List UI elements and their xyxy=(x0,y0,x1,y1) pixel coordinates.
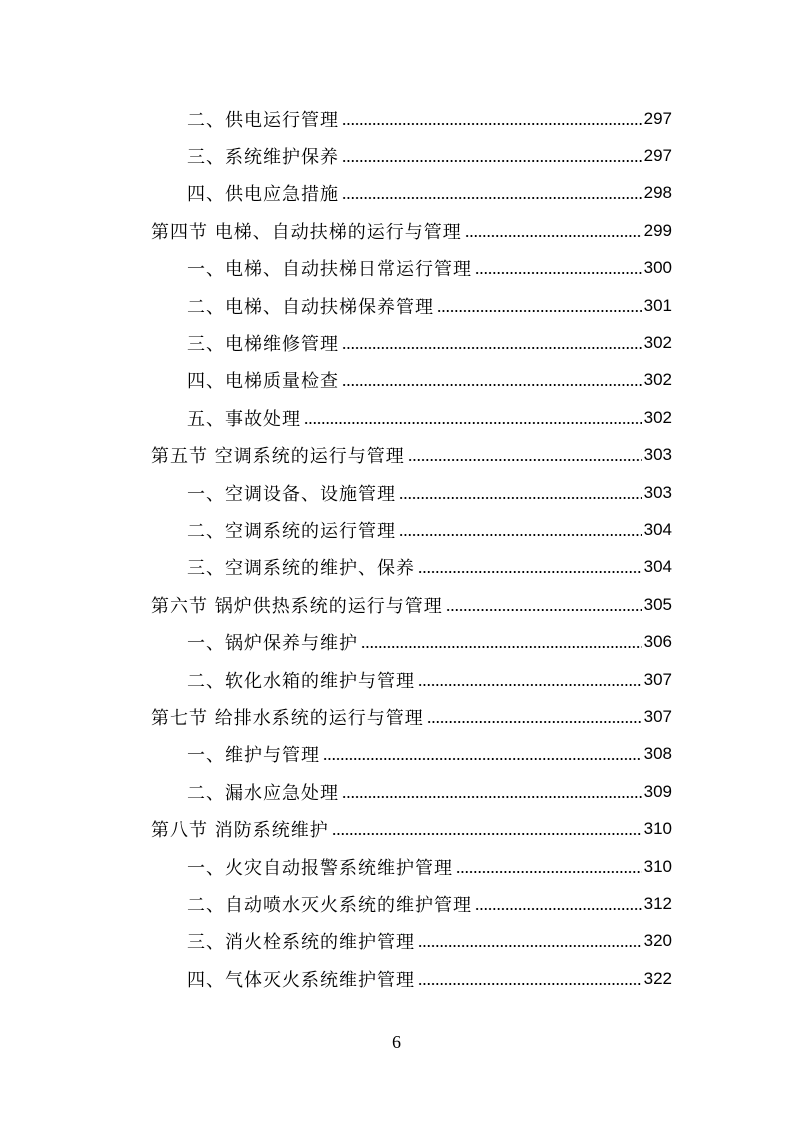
toc-subsection-entry[interactable] xyxy=(0,623,793,660)
table-of-contents xyxy=(0,100,793,997)
toc-entry-title: 四、电梯质量检查 xyxy=(187,371,339,393)
toc-entry-page-number: 301 xyxy=(643,295,672,315)
toc-dot-leader xyxy=(342,160,642,162)
toc-dot-leader xyxy=(342,384,642,386)
toc-entry-title: 二、漏水应急处理 xyxy=(187,782,339,804)
toc-entry-page-number: 302 xyxy=(643,407,672,427)
toc-subsection-entry[interactable] xyxy=(0,250,793,287)
toc-entry-title: 三、电梯维修管理 xyxy=(187,334,339,356)
toc-section-entry[interactable] xyxy=(0,437,793,474)
toc-entry-page-number: 309 xyxy=(643,781,672,801)
toc-entry-title: 第八节 消防系统维护 xyxy=(151,820,329,842)
toc-entry-title: 一、空调设备、设施管理 xyxy=(187,483,396,505)
toc-entry-page-number: 298 xyxy=(643,183,672,203)
toc-dot-leader xyxy=(427,721,642,723)
toc-subsection-entry[interactable] xyxy=(0,923,793,960)
toc-entry-page-number: 307 xyxy=(643,706,672,726)
toc-section-entry[interactable] xyxy=(0,810,793,847)
toc-section-entry[interactable] xyxy=(0,212,793,249)
toc-subsection-entry[interactable] xyxy=(0,885,793,922)
toc-entry-title: 三、系统维护保养 xyxy=(187,147,339,169)
toc-dot-leader xyxy=(437,310,642,312)
toc-entry-title: 第六节 锅炉供热系统的运行与管理 xyxy=(151,595,443,617)
toc-entry-page-number: 303 xyxy=(643,445,672,465)
toc-entry-title: 三、空调系统的维护、保养 xyxy=(187,558,415,580)
toc-dot-leader xyxy=(332,833,642,835)
toc-subsection-entry[interactable] xyxy=(0,661,793,698)
toc-entry-title: 五、事故处理 xyxy=(187,408,301,430)
toc-entry-title: 第四节 电梯、自动扶梯的运行与管理 xyxy=(151,221,462,243)
toc-entry-title: 第七节 给排水系统的运行与管理 xyxy=(151,707,424,729)
toc-entry-page-number: 307 xyxy=(643,669,672,689)
toc-entry-page-number: 302 xyxy=(643,370,672,390)
toc-dot-leader xyxy=(399,534,642,536)
toc-entry-title: 一、电梯、自动扶梯日常运行管理 xyxy=(187,259,472,281)
toc-entry-title: 四、供电应急措施 xyxy=(187,184,339,206)
toc-dot-leader xyxy=(323,758,642,760)
toc-subsection-entry[interactable] xyxy=(0,773,793,810)
toc-subsection-entry[interactable] xyxy=(0,474,793,511)
toc-dot-leader xyxy=(418,571,642,573)
toc-dot-leader xyxy=(465,235,642,237)
toc-entry-title: 二、空调系统的运行管理 xyxy=(187,520,396,542)
toc-subsection-entry[interactable] xyxy=(0,549,793,586)
toc-dot-leader xyxy=(475,272,642,274)
toc-entry-page-number: 304 xyxy=(643,557,672,577)
toc-subsection-entry[interactable] xyxy=(0,100,793,137)
toc-entry-page-number: 320 xyxy=(643,931,672,951)
toc-dot-leader xyxy=(342,347,642,349)
toc-entry-page-number: 322 xyxy=(643,968,672,988)
toc-dot-leader xyxy=(361,646,642,648)
toc-subsection-entry[interactable] xyxy=(0,511,793,548)
toc-subsection-entry[interactable] xyxy=(0,175,793,212)
toc-entry-title: 三、消火栓系统的维护管理 xyxy=(187,932,415,954)
toc-subsection-entry[interactable] xyxy=(0,287,793,324)
toc-dot-leader xyxy=(399,497,642,499)
toc-dot-leader xyxy=(418,945,642,947)
toc-subsection-entry[interactable] xyxy=(0,848,793,885)
toc-dot-leader xyxy=(418,983,642,985)
toc-entry-page-number: 302 xyxy=(643,333,672,353)
toc-subsection-entry[interactable] xyxy=(0,362,793,399)
toc-subsection-entry[interactable] xyxy=(0,324,793,361)
toc-section-entry[interactable] xyxy=(0,586,793,623)
toc-subsection-entry[interactable] xyxy=(0,736,793,773)
toc-dot-leader xyxy=(446,609,642,611)
toc-entry-title: 二、软化水箱的维护与管理 xyxy=(187,670,415,692)
toc-entry-page-number: 300 xyxy=(643,258,672,278)
toc-dot-leader xyxy=(456,871,642,873)
toc-entry-page-number: 299 xyxy=(643,220,672,240)
toc-entry-page-number: 306 xyxy=(643,632,672,652)
toc-entry-page-number: 310 xyxy=(643,856,672,876)
toc-subsection-entry[interactable] xyxy=(0,960,793,997)
toc-entry-title: 二、电梯、自动扶梯保养管理 xyxy=(187,296,434,318)
toc-entry-page-number: 304 xyxy=(643,519,672,539)
toc-dot-leader xyxy=(418,684,642,686)
toc-subsection-entry[interactable] xyxy=(0,399,793,436)
toc-dot-leader xyxy=(342,123,642,125)
toc-entry-title: 二、自动喷水灭火系统的维护管理 xyxy=(187,894,472,916)
toc-entry-title: 第五节 空调系统的运行与管理 xyxy=(151,446,405,468)
toc-section-entry[interactable] xyxy=(0,698,793,735)
page-number: 6 xyxy=(392,1032,401,1052)
toc-entry-title: 四、气体灭火系统维护管理 xyxy=(187,969,415,991)
toc-entry-title: 一、火灾自动报警系统维护管理 xyxy=(187,857,453,879)
toc-dot-leader xyxy=(475,908,642,910)
toc-dot-leader xyxy=(408,459,642,461)
toc-entry-page-number: 297 xyxy=(643,146,672,166)
toc-entry-title: 一、维护与管理 xyxy=(187,745,320,767)
toc-entry-page-number: 303 xyxy=(643,482,672,502)
toc-entry-page-number: 308 xyxy=(643,744,672,764)
toc-dot-leader xyxy=(342,197,642,199)
toc-entry-page-number: 312 xyxy=(643,893,672,913)
toc-entry-page-number: 305 xyxy=(643,594,672,614)
toc-subsection-entry[interactable] xyxy=(0,137,793,174)
toc-entry-title: 一、锅炉保养与维护 xyxy=(187,633,358,655)
toc-entry-title: 二、供电运行管理 xyxy=(187,109,339,131)
toc-entry-page-number: 310 xyxy=(643,819,672,839)
toc-dot-leader xyxy=(304,422,642,424)
toc-dot-leader xyxy=(342,796,642,798)
toc-entry-page-number: 297 xyxy=(643,108,672,128)
